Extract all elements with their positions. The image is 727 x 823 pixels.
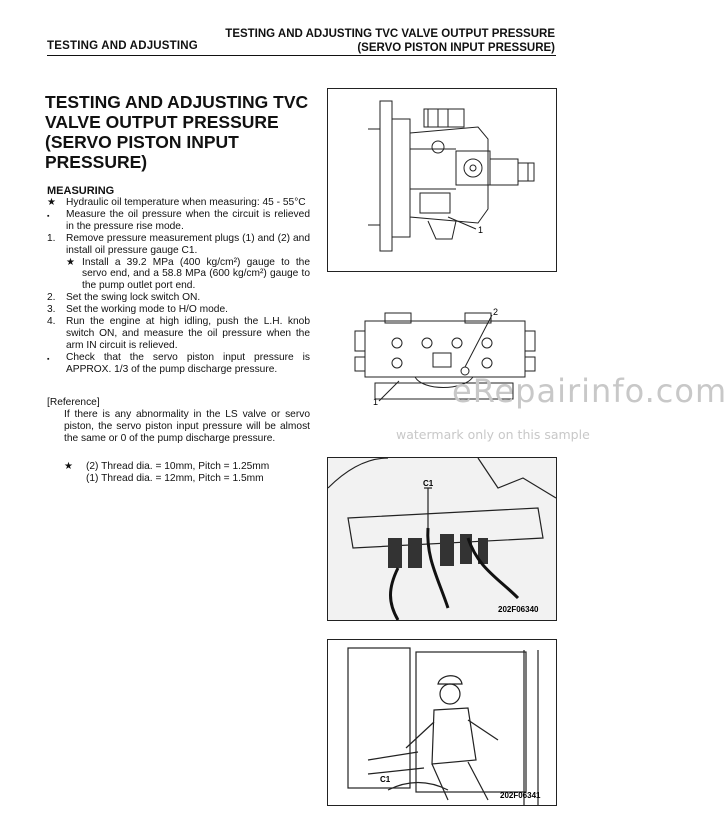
callout-c1: C1 (423, 479, 434, 488)
bullet-marker: ▪ (47, 355, 50, 363)
thread-note (64, 461, 269, 473)
title-line: (SERVO PISTON INPUT (45, 132, 239, 152)
operator-cab-figure (327, 639, 557, 806)
step-text: Install a 39.2 MPa (400 kg/cm²) gauge to the servo end, and a 58.8 MPa (600 kg/cm²) gauge to the pump outlet port end. (82, 256, 310, 292)
note-indent (64, 473, 86, 485)
step-text: Remove pressure measurement plugs (1) and (2) and install oil pressure gauge C1. (66, 232, 310, 256)
star-marker: ★ (47, 197, 57, 208)
callout-c1: C1 (380, 775, 391, 784)
thread-note-2: (2) Thread dia. = 10mm, Pitch = 1.25mm (86, 461, 270, 472)
step-item (47, 292, 310, 304)
title-line: VALVE OUTPUT PRESSURE (45, 112, 279, 132)
step-item (47, 316, 310, 352)
reference-heading: [Reference] (47, 397, 100, 408)
callout-label-2: 2 (493, 307, 499, 317)
callout-label-1: 1 (373, 397, 379, 407)
step-item (47, 233, 310, 257)
operator-cab-drawing (328, 640, 556, 805)
step-item (47, 257, 310, 293)
star-marker: ★ (64, 461, 74, 472)
step-text: Hydraulic oil temperature when measuring: 45 - 55°C (66, 197, 306, 208)
step-number: 4. (47, 316, 56, 328)
measuring-steps (47, 197, 310, 376)
star-marker: ★ (66, 256, 76, 268)
running-header-right (225, 27, 555, 55)
thread-note (64, 473, 269, 485)
running-header-left: TESTING AND ADJUSTING (47, 40, 198, 52)
step-number: 3. (47, 304, 56, 316)
step-text: Set the swing lock switch ON. (66, 292, 201, 304)
step-text: Measure the oil pressure when the circuit is relieved in the pressure rise mode. (66, 208, 310, 232)
step-text: Check that the servo piston input pressure is APPROX. 1/3 of the pump discharge pressure. (66, 351, 310, 375)
thread-note-1: (1) Thread dia. = 12mm, Pitch = 1.5mm (86, 472, 264, 484)
title-line: TESTING AND ADJUSTING TVC (45, 92, 309, 112)
title-line: PRESSURE) (45, 152, 148, 172)
step-text: Set the working mode to H/O mode. (66, 304, 228, 316)
measuring-heading: MEASURING (47, 185, 115, 197)
bullet-marker: ▪ (47, 212, 50, 220)
gauge-installation-figure (327, 457, 557, 621)
figure-code: 202F06340 (498, 605, 539, 614)
step-item (47, 304, 310, 316)
watermark-main: eRepairinfo.com (452, 372, 727, 410)
step-item (47, 352, 310, 376)
watermark-sub: watermark only on this sample (396, 427, 590, 442)
reference-text: If there is any abnormality in the LS valve or servo piston, the servo piston input pressure will be almost the same or 0 of the pump discharge pressure. (64, 408, 310, 444)
thread-notes (64, 461, 269, 485)
callout-label: 1 (478, 225, 484, 235)
gauge-install-drawing (328, 458, 556, 620)
running-header-right-line1: TESTING AND ADJUSTING TVC VALVE OUTPUT PRESSURE (225, 28, 555, 40)
figure-code: 202F06341 (500, 791, 541, 800)
step-text: Run the engine at high idling, push the L.H. knob switch ON, and measure the oil pressure when the arm IN circuit is relieved. (66, 316, 310, 351)
running-header-right-line2: (SERVO PISTON INPUT PRESSURE) (357, 42, 555, 54)
step-number: 1. (47, 232, 56, 244)
step-number: 2. (47, 292, 56, 304)
header-rule (47, 55, 556, 56)
page-title (45, 92, 315, 172)
pump-figure (327, 88, 557, 272)
pump-drawing (328, 89, 556, 271)
step-item (47, 197, 310, 209)
valve-drawing (327, 283, 555, 433)
control-valve-figure (327, 283, 555, 433)
reference-block (47, 397, 310, 445)
step-item (47, 209, 310, 233)
